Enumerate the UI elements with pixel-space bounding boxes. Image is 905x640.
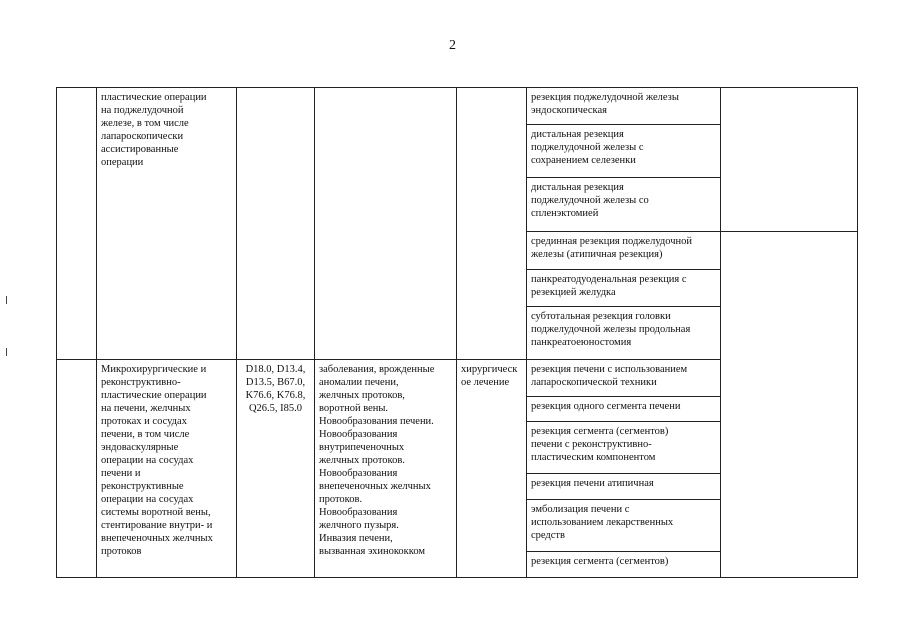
row-number-cell: [57, 360, 97, 578]
method-cell: субтотальная резекция головки поджелудочной железы продольная панкреатоеюностомия: [527, 306, 721, 359]
row-number-cell: [57, 88, 97, 360]
medical-care-table: [56, 87, 858, 578]
patient-model-cell: [315, 88, 457, 360]
icd-codes-cell: [237, 88, 315, 360]
intervention-name-cell: пластические операции на поджелудочной железе, в том числе лапароскопически ассистированные операции: [97, 88, 237, 360]
intervention-name-cell: Микрохирургические и реконструктивно- пластические операции на печени, желчных протоках и сосудах печени, в том числе эндоваскулярные операции на сосудах печени и реконструктивные операции на сосудах системы воротной вены, стентирование внутри- и внепеченочных желчных протоков: [97, 360, 237, 578]
method-cell: резекция печени атипичная: [527, 474, 721, 499]
cost-cell: [721, 88, 858, 232]
scan-edge-mark: [6, 296, 7, 304]
scan-edge-mark: [6, 348, 7, 356]
patient-model-cell: заболевания, врожденные аномалии печени, желчных протоков, воротной вены. Новообразования печени. Новообразования внутрипеченочных желчных протоков. Новообразования внепеченочных желчных протоков. Новообразования желчного пузыря. Инвазия печени, вызванная эхинококком: [315, 360, 457, 578]
method-cell: резекция поджелудочной железы эндоскопическая: [527, 88, 721, 125]
method-cell: резекция сегмента (сегментов): [527, 551, 721, 577]
treatment-type-cell: [457, 88, 527, 360]
method-cell: резекция сегмента (сегментов) печени с реконструктивно- пластическим компонентом: [527, 422, 721, 474]
method-cell: панкреатодуоденальная резекция с резекцией желудка: [527, 269, 721, 306]
treatment-type-cell: хирургическ ое лечение: [457, 360, 527, 578]
method-cell: срединная резекция поджелудочной железы (атипичная резекция): [527, 231, 721, 269]
method-cell: дистальная резекция поджелудочной железы с сохранением селезенки: [527, 125, 721, 178]
page-number: 2: [449, 38, 456, 53]
method-cell: резекция одного сегмента печени: [527, 397, 721, 422]
method-cell: дистальная резекция поджелудочной железы со спленэктомией: [527, 178, 721, 231]
cost-cell: [721, 231, 858, 577]
icd-codes-cell: D18.0, D13.4, D13.5, B67.0, K76.6, K76.8, Q26.5, I85.0: [237, 360, 315, 578]
method-cell: резекция печени с использованием лапароскопической техники: [527, 360, 721, 397]
method-cell: эмболизация печени с использованием лекарственных средств: [527, 499, 721, 551]
